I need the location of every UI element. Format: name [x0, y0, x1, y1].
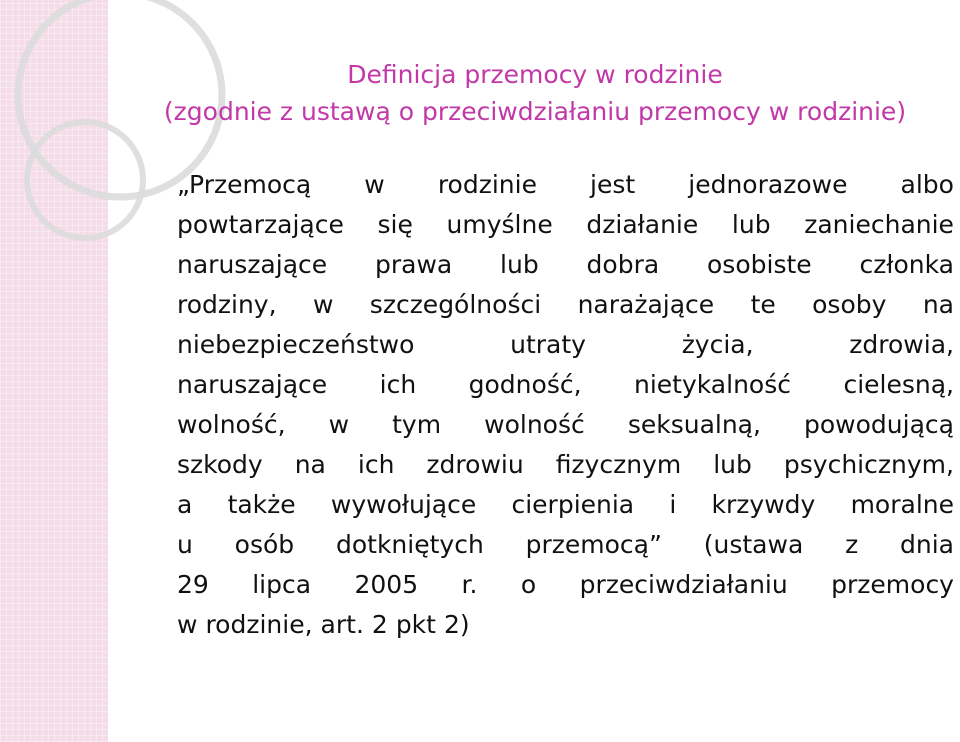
- body-line: [177, 165, 954, 205]
- body-word: naruszające: [177, 370, 328, 399]
- body-word: przemocą”: [525, 530, 662, 559]
- body-word: wywołujące: [330, 490, 477, 519]
- body-word: przemocy: [831, 570, 954, 599]
- body-word: lub: [713, 450, 752, 479]
- small-ring: [27, 122, 143, 238]
- body-word: przeciwdziałaniu: [579, 570, 788, 599]
- body-word: utraty: [510, 330, 586, 359]
- body-line: [177, 205, 954, 245]
- body-word: osobiste: [707, 250, 812, 279]
- body-word: (ustawa: [703, 530, 804, 559]
- body-word: umyślne: [446, 210, 553, 239]
- body-word: także: [227, 490, 296, 519]
- body-word: członka: [859, 250, 954, 279]
- body-word: osoby: [812, 290, 887, 319]
- body-word: cierpienia: [511, 490, 635, 519]
- body-word: „Przemocą: [177, 170, 312, 199]
- body-line: [177, 525, 954, 565]
- body-word: ich: [357, 450, 395, 479]
- body-word: albo: [900, 170, 954, 199]
- body-word: pkt: [395, 610, 436, 639]
- body-word: szczególności: [369, 290, 542, 319]
- body-word: dnia: [900, 530, 954, 559]
- body-word: 29: [177, 570, 209, 599]
- body-word: ich: [379, 370, 417, 399]
- body-word: osób: [234, 530, 295, 559]
- body-word: psychicznym,: [783, 450, 954, 479]
- body-word: 2005: [354, 570, 419, 599]
- body-line: [177, 445, 954, 485]
- body-word: nietykalność: [634, 370, 791, 399]
- body-line: [177, 245, 954, 285]
- body-word: się: [377, 210, 413, 239]
- body-line: [177, 485, 954, 525]
- body-word: te: [750, 290, 776, 319]
- body-line: [177, 365, 954, 405]
- body-word: wolność: [484, 410, 585, 439]
- body-word: tym: [392, 410, 442, 439]
- body-word: fizycznym: [555, 450, 682, 479]
- body-word: rodziny,: [177, 290, 277, 319]
- body-word: rodzinie: [437, 170, 537, 199]
- body-word: w: [364, 170, 385, 199]
- title-line-1: Definicja przemocy w rodzinie: [347, 60, 723, 89]
- body-word: w: [177, 610, 198, 639]
- body-word: jest: [590, 170, 636, 199]
- body-word: i: [669, 490, 677, 519]
- body-word: krzywdy: [711, 490, 816, 519]
- body-word: zaniechanie: [804, 210, 954, 239]
- body-line: [177, 285, 954, 325]
- body-word: 2): [443, 610, 470, 639]
- body-line: [177, 605, 954, 645]
- body-word: o: [520, 570, 537, 599]
- body-word: z: [845, 530, 859, 559]
- body-word: działanie: [586, 210, 699, 239]
- body-word: lub: [500, 250, 539, 279]
- body-word: życia,: [681, 330, 754, 359]
- body-word: moralne: [850, 490, 954, 519]
- body-word: u: [177, 530, 193, 559]
- body-word: na: [922, 290, 954, 319]
- body-word: r.: [461, 570, 478, 599]
- body-word: naruszające: [177, 250, 328, 279]
- body-word: dobra: [586, 250, 660, 279]
- body-word: cielesną,: [843, 370, 954, 399]
- body-line: [177, 325, 954, 365]
- body-word: art.: [320, 610, 364, 639]
- body-word: niebezpieczeństwo: [177, 330, 415, 359]
- body-word: a: [177, 490, 193, 519]
- body-word: na: [294, 450, 326, 479]
- body-word: seksualną,: [627, 410, 761, 439]
- body-line: [177, 405, 954, 445]
- definition-paragraph: [177, 165, 954, 645]
- body-word: zdrowiu: [426, 450, 524, 479]
- body-word: szkody: [177, 450, 263, 479]
- body-word: 2: [371, 610, 388, 639]
- body-word: dotkniętych: [335, 530, 484, 559]
- body-word: wolność,: [177, 410, 286, 439]
- body-word: w: [328, 410, 350, 439]
- body-word: rodzinie,: [205, 610, 313, 639]
- body-word: powodującą: [804, 410, 954, 439]
- body-word: lub: [731, 210, 771, 239]
- slide-title: [130, 56, 940, 130]
- body-word: jednorazowe: [688, 170, 848, 199]
- title-line-2: (zgodnie z ustawą o przeciwdziałaniu przemocy w rodzinie): [163, 97, 907, 126]
- body-word: lipca: [252, 570, 312, 599]
- body-word: prawa: [374, 250, 453, 279]
- body-word: zdrowia,: [849, 330, 954, 359]
- body-word: narażające: [577, 290, 715, 319]
- body-line: [177, 565, 954, 605]
- body-word: powtarzające: [177, 210, 344, 239]
- body-word: w: [312, 290, 334, 319]
- body-word: godność,: [468, 370, 582, 399]
